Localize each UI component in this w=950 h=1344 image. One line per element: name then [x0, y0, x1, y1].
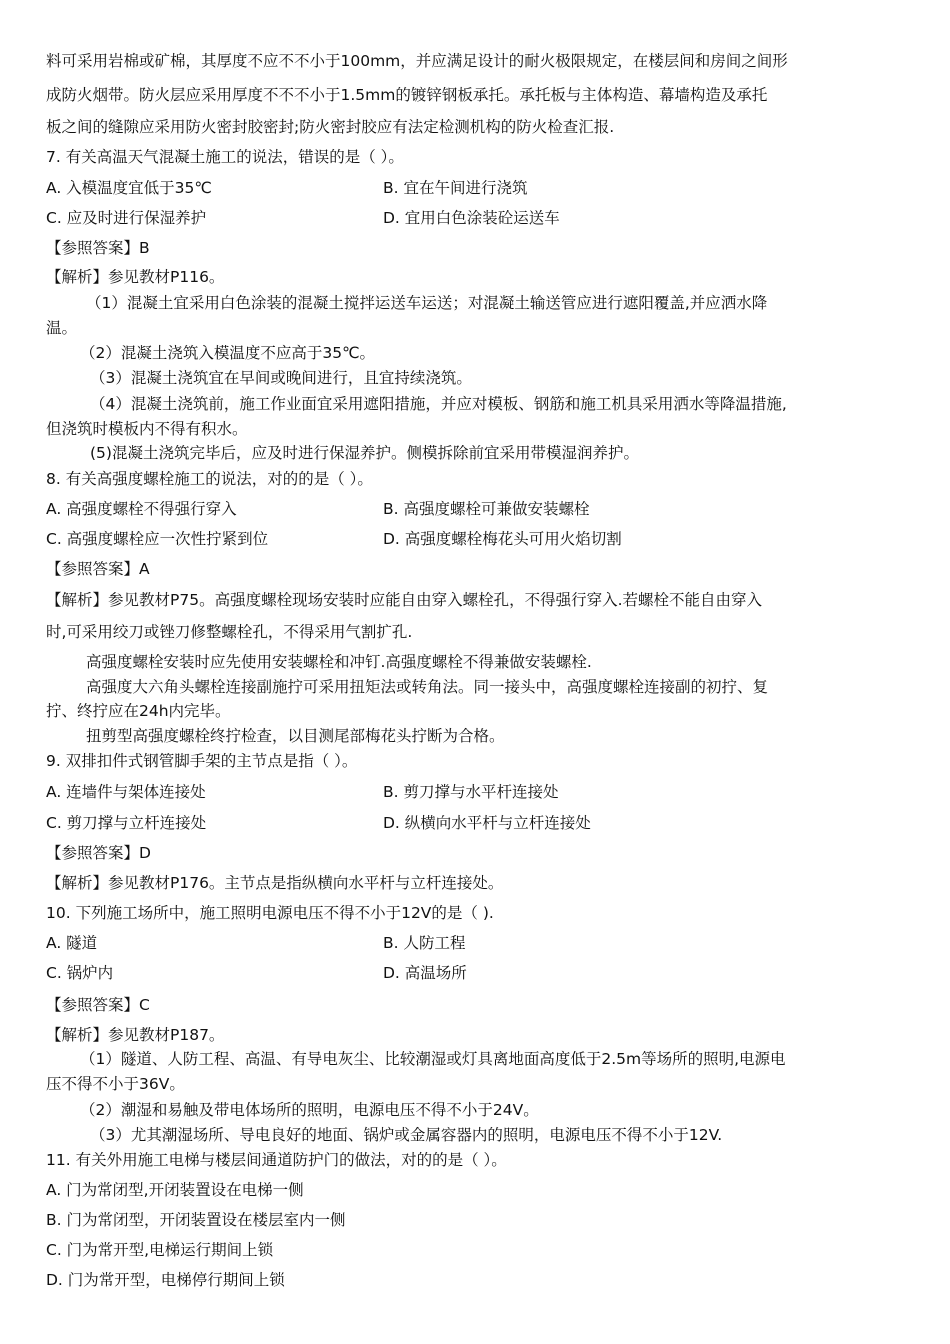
option-a: A. 高强度螺栓不得强行穿入 — [46, 500, 237, 518]
answer-label: 【参照答案】A — [46, 560, 150, 578]
question-7: 7. 有关高温天气混凝土施工的说法，错误的是（ ）。 — [46, 148, 404, 166]
intro-line: 成防火烟带。防火层应采用厚度不不不小于1.5mm的镀锌钢板承托。承托板与主体构造、幕墙构造及承托 — [46, 86, 768, 104]
option-a: A. 连墙件与架体连接处 — [46, 783, 206, 801]
option-d: D. 宜用白色涂装砼运送车 — [383, 209, 560, 227]
intro-line: 料可采用岩棉或矿棉，其厚度不应不不小于100mm，并应满足设计的耐火极限规定，在楼层间和房间之间形 — [46, 52, 788, 70]
question-8: 8. 有关高强度螺栓施工的说法，对的的是（ ）。 — [46, 470, 373, 488]
analysis-label: 【解析】参见教材P187。 — [46, 1026, 225, 1044]
analysis-note: （1）隧道、人防工程、高温、有导电灰尘、比较潮湿或灯具离地面高度低于2.5m等场所的照明,电源电 — [80, 1050, 786, 1068]
option-a: A. 门为常闭型,开闭装置设在电梯一侧 — [46, 1181, 304, 1199]
analysis-note: 【解析】参见教材P75。高强度螺栓现场安装时应能自由穿入螺栓孔，不得强行穿入.若螺栓不能自由穿入 — [46, 591, 763, 609]
analysis-note: （2）混凝土浇筑入模温度不应高于35℃。 — [80, 344, 375, 362]
option-c: C. 锅炉内 — [46, 964, 114, 982]
answer-label: 【参照答案】B — [46, 239, 150, 257]
option-a: A. 入模温度宜低于35℃ — [46, 179, 212, 197]
analysis-note: （2）潮湿和易触及带电体场所的照明，电源电压不得不小于24V。 — [80, 1101, 539, 1119]
option-d: D. 高温场所 — [383, 964, 467, 982]
analysis-label: 【解析】参见教材P176。主节点是指纵横向水平杆与立杆连接处。 — [46, 874, 504, 892]
answer-label: 【参照答案】C — [46, 996, 150, 1014]
option-b: B. 剪刀撑与水平杆连接处 — [383, 783, 559, 801]
intro-line: 板之间的缝隙应采用防火密封胶密封;防火密封胶应有法定检测机构的防火检查汇报. — [46, 118, 615, 136]
analysis-label: 【解析】参见教材P116。 — [46, 268, 225, 286]
analysis-note: 温。 — [46, 319, 78, 337]
analysis-note: （3）混凝土浇筑宜在早间或晚间进行，且宜持续浇筑。 — [90, 369, 472, 387]
analysis-note: （1）混凝土宜采用白色涂装的混凝土搅拌运送车运送；对混凝土输送管应进行遮阳覆盖,并应洒水降 — [86, 294, 768, 312]
option-c: C. 剪刀撑与立杆连接处 — [46, 814, 207, 832]
question-10: 10. 下列施工场所中，施工照明电源电压不得不小于12V的是（ ). — [46, 904, 494, 922]
option-c: C. 应及时进行保湿养护 — [46, 209, 207, 227]
analysis-note: （4）混凝土浇筑前，施工作业面宜采用遮阳措施，并应对模板、钢筋和施工机具采用洒水等降温措施, — [90, 395, 787, 413]
analysis-note: 但浇筑时模板内不得有积水。 — [46, 420, 248, 438]
option-b: B. 人防工程 — [383, 934, 466, 952]
option-d: D. 纵横向水平杆与立杆连接处 — [383, 814, 591, 832]
analysis-note: 高强度螺栓安装时应先使用安装螺栓和冲钉.高强度螺栓不得兼做安装螺栓. — [86, 653, 592, 671]
analysis-note: 扭剪型高强度螺栓终拧检查，以目测尾部梅花头拧断为合格。 — [86, 727, 505, 745]
option-d: D. 高强度螺栓梅花头可用火焰切割 — [383, 530, 622, 548]
option-b: B. 宜在午间进行浇筑 — [383, 179, 528, 197]
analysis-note: 高强度大六角头螺栓连接副施拧可采用扭矩法或转角法。同一接头中，高强度螺栓连接副的初拧、复 — [86, 678, 769, 696]
analysis-note: 拧、终拧应在24h内完毕。 — [46, 702, 231, 720]
option-c: C. 高强度螺栓应一次性拧紧到位 — [46, 530, 269, 548]
option-b: B. 高强度螺栓可兼做安装螺栓 — [383, 500, 590, 518]
option-c: C. 门为常开型,电梯运行期间上锁 — [46, 1241, 274, 1259]
option-b: B. 门为常闭型，开闭装置设在楼层室内一侧 — [46, 1211, 346, 1229]
question-11: 11. 有关外用施工电梯与楼层间通道防护门的做法，对的的是（ ）。 — [46, 1151, 507, 1169]
analysis-note: 压不得不小于36V。 — [46, 1075, 185, 1093]
option-d: D. 门为常开型，电梯停行期间上锁 — [46, 1271, 285, 1289]
analysis-note: （3）尤其潮湿场所、导电良好的地面、锅炉或金属容器内的照明，电源电压不得不小于12V. — [90, 1126, 723, 1144]
question-9: 9. 双排扣件式钢管脚手架的主节点是指（ ）。 — [46, 752, 358, 770]
option-a: A. 隧道 — [46, 934, 98, 952]
analysis-note: 时,可采用绞刀或锉刀修整螺栓孔，不得采用气割扩孔. — [46, 623, 413, 641]
analysis-note: (5)混凝土浇筑完毕后，应及时进行保湿养护。侧模拆除前宜采用带模湿润养护。 — [90, 444, 639, 462]
answer-label: 【参照答案】D — [46, 844, 151, 862]
